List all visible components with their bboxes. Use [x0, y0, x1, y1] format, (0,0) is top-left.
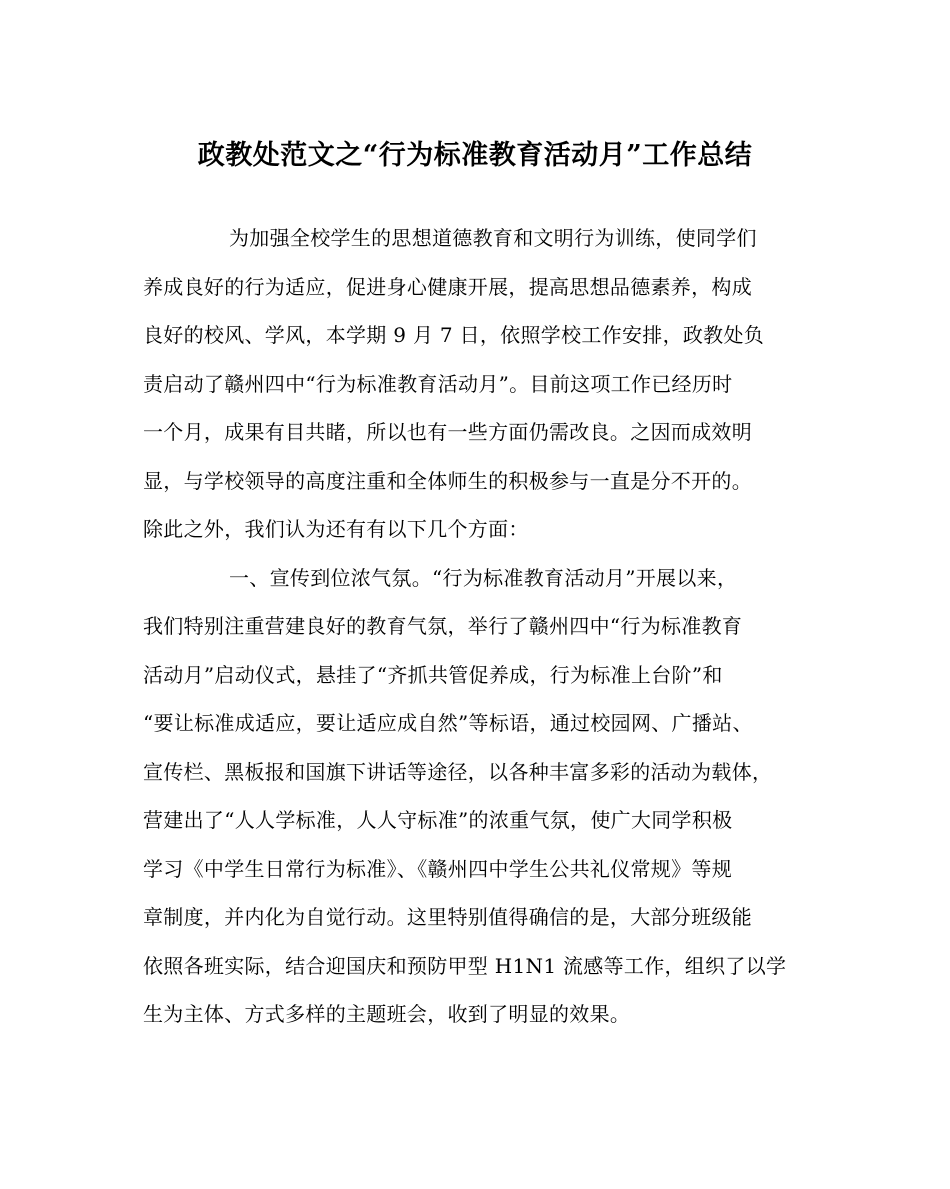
paragraph-line: 除此之外，我们认为还有有以下几个方面：: [143, 517, 529, 541]
paragraph-line: 显，与学校领导的高度注重和全体师生的积极参与一直是分不开的。: [143, 468, 752, 493]
paragraph-line: 一、宣传到位浓气氛。“行为标准教育活动月”开展以来，: [229, 565, 738, 590]
paragraph-line: 一个月，成果有目共睹，所以也有一些方面仍需改良。之因而成效明: [143, 420, 752, 444]
paragraph-line: 章制度，并内化为自觉行动。这里特别值得确信的是，大部分班级能: [143, 905, 752, 929]
paragraph-line: 为加强全校学生的思想道德教育和文明行为训练，使同学们: [229, 226, 757, 250]
paragraph-line: 养成良好的行为适应，促进身心健康开展，提高思想品德素养，构成: [143, 274, 752, 299]
paragraph-line: “要让标准成适应，要让适应成自然”等标语，通过校园网、广播站、: [143, 711, 753, 735]
document-title: 政教处范文之“行为标准教育活动月”工作总结: [197, 140, 753, 171]
paragraph-line: 依照各班实际，结合迎国庆和预防甲型 H1N1 流感等工作，组织了以学: [143, 953, 787, 978]
paragraph-line: 良好的校风、学风，本学期 9 月 7 日，依照学校工作安排，政教处负: [143, 323, 765, 347]
paragraph-line: 营建出了“人人学标准，人人守标准”的浓重气氛，使广大同学积极: [143, 808, 733, 832]
paragraph-line: 学习《中学生日常行为标准》、《赣州四中学生公共礼仪常规》等规: [143, 856, 732, 881]
paragraph-line: 生为主体、方式多样的主题班会，收到了明显的效果。: [143, 1002, 631, 1026]
paragraph-line: 宣传栏、黑板报和国旗下讲话等途径，以各种丰富多彩的活动为载体，: [143, 759, 773, 784]
document-body: [143, 214, 823, 1039]
paragraph-line: 活动月”启动仪式，悬挂了“齐抓共管促养成，行为标准上台阶”和: [143, 662, 723, 687]
paragraph-line: 责启动了赣州四中“行为标准教育活动月”。目前这项工作已经历时: [143, 371, 733, 396]
paragraph-line: 我们特别注重营建良好的教育气氛，举行了赣州四中“行为标准教育: [143, 614, 743, 638]
